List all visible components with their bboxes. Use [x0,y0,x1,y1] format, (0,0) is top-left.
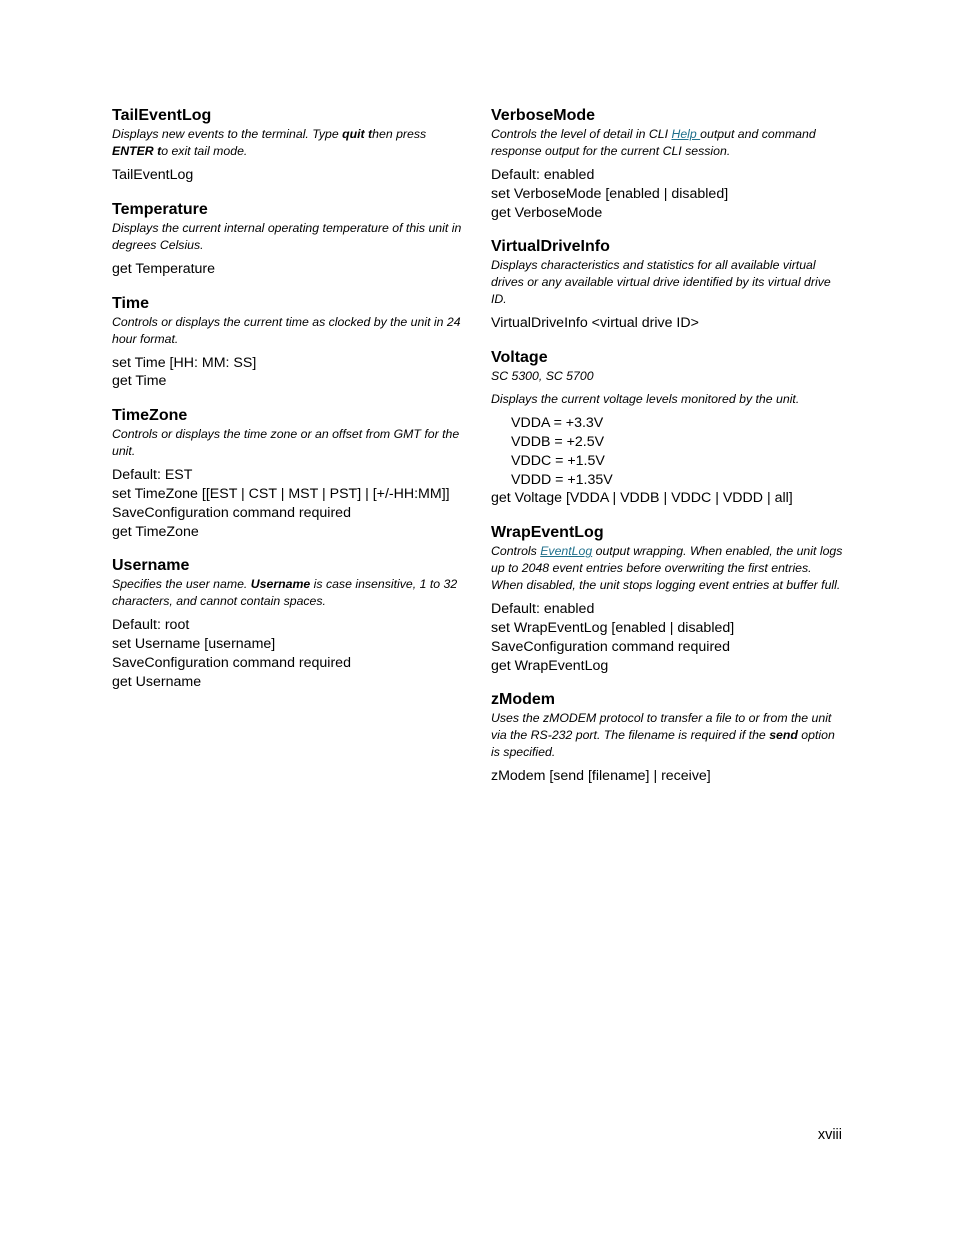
syntax-line: set Username [username] [112,636,276,653]
syntax-line: Default: root [112,617,190,634]
syntax-line: get Voltage [VDDA | VDDB | VDDC | VDDD | all] [491,490,793,507]
entry-taileventlog [112,106,467,185]
entry-description: Controls or displays the current time as clocked by the unit in 24 hour format. [112,314,461,346]
entry-zmodem [491,690,846,786]
syntax-line: SaveConfiguration command required [491,638,730,655]
platform-note: SC 5300, SC 5700 [491,369,594,384]
entry-voltage [491,348,846,508]
entry-description: Displays the current internal operating temperature of this unit in degrees Celsius. [112,220,462,252]
voltage-value: VDDA = +3.3V [511,415,604,432]
desc-text: Uses the zMODEM protocol to transfer a file to or from the unit via the RS-232 port. The filename is required if the [491,711,832,743]
syntax-line: TailEventLog [112,167,194,183]
entry-title: TailEventLog [112,107,212,124]
entry-description [112,576,467,610]
desc-text: output wrapping. When enabled, the unit logs up to 2048 event entries before overwriting the first entries. When disabled, the unit stops logging event entries at buffer full. [491,544,843,593]
entry-description [491,126,846,160]
entry-title: Username [112,557,190,575]
syntax-line: get Time [112,373,167,390]
eventlog-link[interactable]: EventLog [540,544,593,559]
entry-description: Displays the current voltage levels monitored by the unit. [491,392,800,407]
entry-title: TimeZone [112,407,188,425]
syntax-line: zModem [send [filename] | receive] [491,768,711,785]
syntax-line: SaveConfiguration command required [112,654,351,671]
entry-virtualdriveinfo [491,237,846,333]
syntax-line: SaveConfiguration command required [112,504,351,521]
entry-title: Voltage [491,349,548,367]
syntax-line: get TimeZone [112,523,199,540]
syntax-line: get VerboseMode [491,204,603,221]
voltage-value: VDDB = +2.5V [511,433,605,450]
syntax-line: Default: EST [112,467,193,484]
desc-text: output and command response output for the current CLI session. [491,127,816,158]
syntax-line: set VerboseMode [enabled | disabled] [491,185,729,202]
page-number: xviii [817,1127,842,1143]
entry-title: VerboseMode [491,107,596,124]
desc-text: option is specified. [491,728,835,760]
desc-bold: Username [250,577,311,592]
voltage-value: VDDC = +1.5V [511,452,605,469]
desc-text: Controls [491,544,541,559]
syntax-line: Default: enabled [491,601,595,618]
syntax-line: get WrapEventLog [491,657,609,674]
desc-text: Controls the level of detail in CLI [491,127,672,141]
entry-wrapeventlog [491,523,846,675]
desc-text: is case insensitive, 1 to 32 characters, and cannot contain spaces. [112,577,458,609]
syntax-line: Default: enabled [491,167,595,183]
entry-title: VirtualDriveInfo [491,238,610,256]
syntax-line: set TimeZone [[EST | CST | MST | PST] | [+/-HH:MM]] [112,485,450,502]
entry-verbosemode [491,106,846,222]
desc-text: hen press [372,127,427,141]
entry-username [112,556,467,691]
desc-text: Displays new events to the terminal. Type [112,127,343,141]
entry-title: zModem [491,691,555,709]
entry-temperature [112,200,467,279]
syntax-line: set WrapEventLog [enabled | disabled] [491,619,735,636]
right-column [491,106,846,801]
entry-description [491,543,846,594]
left-column [112,106,467,707]
entry-description: Displays characteristics and statistics for all available virtual drives or any available virtual drive identified by its virtual drive ID. [491,258,831,307]
desc-text: Specifies the user name. [112,577,251,592]
entry-title: Temperature [112,200,208,218]
voltage-value: VDDD = +1.35V [511,471,613,488]
entry-title: Time [112,294,150,312]
syntax-line: get Username [112,673,202,690]
help-link[interactable]: Help [671,127,701,141]
entry-description: Controls or displays the time zone or an offset from GMT for the unit. [112,427,460,459]
entry-description [491,710,846,761]
desc-bold: quit t [342,127,373,141]
desc-bold: send [769,728,798,743]
syntax-line: get Temperature [112,260,216,277]
desc-bold: ENTER t [112,144,162,158]
desc-text: o exit tail mode. [161,144,248,158]
entry-timezone [112,406,467,541]
syntax-line: VirtualDriveInfo <virtual drive ID> [491,315,699,332]
syntax-line: set Time [HH: MM: SS] [112,354,257,371]
entry-title: WrapEventLog [491,524,604,542]
entry-time [112,294,467,392]
entry-description [112,126,467,160]
